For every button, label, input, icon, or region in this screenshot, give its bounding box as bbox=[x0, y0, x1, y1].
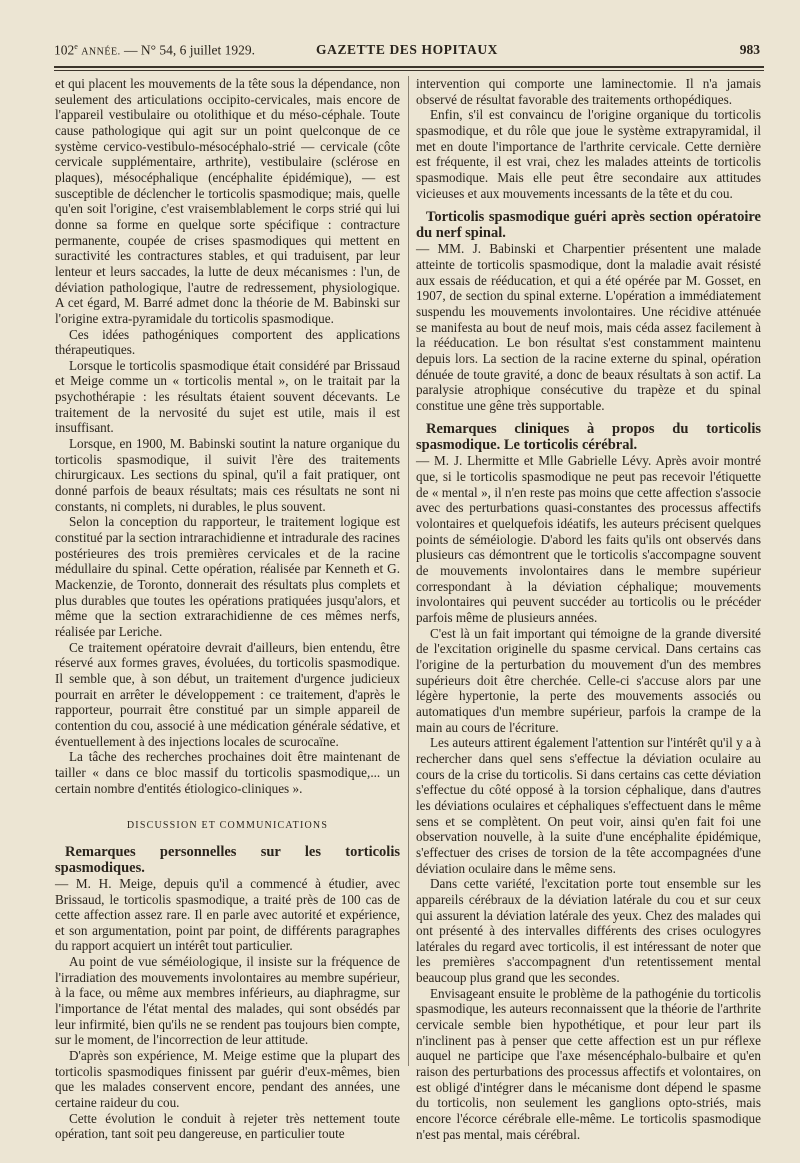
issue-sup: e bbox=[74, 42, 78, 51]
page-number: 983 bbox=[739, 42, 760, 57]
paragraph: Ces idées pathogéniques comportent des applications thérapeutiques. bbox=[55, 326, 400, 358]
right-column bbox=[416, 76, 761, 1142]
paragraph: Ce traitement opératoire devrait d'ailleurs, bien entendu, être réservé aux formes graves, évoluées, du torticolis spasmodique. Il semble que, à son début, un traitement d'urgence judicieux pourrait en arrêter le développement : ce traitement, d'après le rapporteur, pourrait être constitué par un simple appareil de contention du cou, associé à une médication générale sédative, et éventuellement à des injections locales de scurocaïne. bbox=[55, 639, 400, 749]
column-divider bbox=[408, 76, 409, 1066]
paragraph: intervention qui comporte une laminectomie. Il n'a jamais observé de résultat favorable des traitements orthopédiques. bbox=[416, 76, 761, 107]
paragraph: Enfin, s'il est convaincu de l'origine organique du torticolis spasmodique, et du rôle que joue le système extrapyramidal, il met en doute l'importance de l'arthrite cervicale. Cette dernière est fréquente, il est vrai, chez les malades atteints de torticolis spasmodique. Mais elle peut être secondaire aux attitudes vicieuses et aux mouvements incessants de la tête et du cou. bbox=[416, 107, 761, 201]
header-rule-thin bbox=[54, 70, 764, 71]
issue-date: — N° 54, 6 juillet 1929. bbox=[123, 42, 255, 58]
article-heading: Remarques personnelles sur les torticolis spasmodiques. bbox=[55, 843, 400, 876]
paragraph: Cette évolution le conduit à rejeter très nettement toute opération, tant soit peu dangereuse, en particulier toute bbox=[55, 1110, 400, 1142]
paragraph: Lorsque le torticolis spasmodique était considéré par Brissaud et Meige comme un « torticolis mental », on le traitait par la psychothérapie : les résultats étaient souvent décevants. Le traitement de la nervosité du sujet est utile, mais il est insuffisant. bbox=[55, 357, 400, 436]
issue-number: 102 bbox=[54, 42, 75, 58]
paragraph: C'est là un fait important qui témoigne de la grande diversité de l'excitation originelle du spasme cervical. Dans certains cas l'origine de la perturbation du mouvement d'un des membres supérieurs doit être cherchée. Celle-ci s'accuse alors par une légère hypertonie, la perte des mouvements associés ou automatiques d'un membre supérieur, parfois la crampe de la main au cours de l'écriture. bbox=[416, 625, 761, 735]
paragraph: Selon la conception du rapporteur, le traitement logique est constitué par la section intrarachidienne et intradurale des racines postérieures des trois premières cervicales et de la racine médullaire du spinal. Cette opération, réalisée par Kenneth et G. Mackenzie, de Toronto, donnerait des résultats plus complets et plus durables que toutes les opérations pratiquées jusqu'alors, et même que la section extrarachidienne de ces mêmes nerfs, réalisée par Leriche. bbox=[55, 514, 400, 639]
article-heading: Remarques cliniques à propos du torticolis spasmodique. Le torticolis cérébral. bbox=[416, 421, 761, 454]
paragraph: Lorsque, en 1900, M. Babinski soutint la nature organique du torticolis spasmodique, il suivit l'ère des traitements chirurgicaux. Les sections du spinal, qu'il a fait pratiquer, ont donné parfois de beaux résultats; mais ces résultats ne sont ni constants, ni complets, ni durables, le plus souvent. bbox=[55, 436, 400, 514]
issue-info bbox=[54, 42, 255, 59]
paragraph: Envisageant ensuite le problème de la pathogénie du torticolis spasmodique, les auteurs reconnaissent que la théorie de l'arthrite cervicale semble bien hypothétique, et pour leur part ils n'inclinent pas à penser que cette affection est un pur réflexe auquel ne participe que l'axe mésencéphalo-bulbaire et qu'en raison des perturbations des processus affectifs et volontaires, on est obligé d'intégrer dans le mécanisme dont dépend le spasme du torticolis, non seulement les ganglions opto-striés, mais encore l'écorce cérébrale elle-même. Le torticolis spasmodique n'est pas mental, mais cérébral. bbox=[416, 985, 761, 1142]
journal-title: GAZETTE DES HOPITAUX bbox=[316, 42, 499, 57]
issue-word: ANNÉE. bbox=[81, 46, 121, 58]
paragraph: La tâche des recherches prochaines doit être maintenant de tailler « dans ce bloc massif du torticolis spasmodique,... un certain nombre d'entités étiologico-cliniques ». bbox=[55, 749, 400, 796]
paragraph: — MM. J. Babinski et Charpentier présentent une malade atteinte de torticolis spasmodique, dont la maladie avait résisté aux essais de rééducation, et qui a été opérée par M. Gosset, en 1907, de section du spinal externe. L'opération a immédiatement suspendu les mouvements involontaires. Une récidive atténuée se manifesta au bout de neuf mois, mais céda assez facilement à la rééducation. Le bon résultat s'est constamment maintenu depuis lors. La section de la racine externe du spinal, opération dénuée de toute gravité, a donc de beaux résultats à son actif. La paralysie atrophique consécutive du trapèze et du spinal constitue une gêne très supportable. bbox=[416, 241, 761, 413]
paragraph: et qui placent les mouvements de la tête sous la dépendance, non seulement des articulations occipito-cervicales, mais encore de l'appareil vestibulaire ou otolithique et du méso-céphale. Toute cause pathologique qui agit sur un point quelconque de ce système cervico-vestibulo-mésocéphalo-strié — cervicale (côte cervicale supplémentaire, arthrite), vestibulaire (sclérose en plaques), mésocéphalique (encéphalite épidémique), — est susceptible de déclencher le torticolis spasmodique; mais, quelle qu'en soit l'origine, c'est vraisemblablement le corps strié qui lui donne sa forme en quelque sorte spécifique : contracture permanente, coupée de crises spasmodiques qui mettent en suractivité les contractures stables, et qui traduisent, par leur lenteur et leurs saccades, la lutte de deux mécanismes : l'un, de déviation pathologique, l'autre de redressement, physiologique. A cet égard, M. Barré admet donc la théorie de M. Babinski sur l'origine extra-pyramidale du torticolis spasmodique. bbox=[55, 76, 400, 326]
left-column bbox=[55, 76, 400, 1142]
paragraph: D'après son expérience, M. Meige estime que la plupart des torticolis spasmodiques finissent par guérir d'eux-mêmes, bien que les malades conservent encore, pendant des années, une certaine raideur du cou. bbox=[55, 1048, 400, 1111]
paragraph: Dans cette variété, l'excitation porte tout ensemble sur les appareils cérébraux de la déviation latérale du cou et sur ceux qui assurent la déviation latérale des yeux. Chez des malades qui ont présenté à des intervalles différents des crises oculogyres latérales du regard avec torticolis, il est intéressant de noter que les premières s'accompagnent d'un retentissement mental beaucoup plus grand que les secondes. bbox=[416, 876, 761, 986]
paragraph: — M. H. Meige, depuis qu'il a commencé à étudier, avec Brissaud, le torticolis spasmodique, a traité près de 100 cas de cette affection assez rare. Il en parle avec autorité et expérience, et son argumentation, point par point, de différents paragraphes du rapport acquiert un intérêt tout particulier. bbox=[55, 875, 400, 954]
article-heading: Torticolis spasmodique guéri après section opératoire du nerf spinal. bbox=[416, 209, 761, 242]
header-rule-thick bbox=[54, 66, 764, 68]
paragraph: Les auteurs attirent également l'attention sur l'intérêt qu'il y a à rechercher dans quel sens s'effectue la déviation oculaire au cours de la crise du torticolis. Si dans certains cas cette déviation s'effectue du côté opposé à la torsion céphalique, dans d'autres les déviations oculaires et céphaliques s'effectuent dans le même sens et se complètent. On peut voir, ainsi qu'en fait foi une observation nouvelle, à la suite d'une encéphalite épidémique, s'effectuer des crises de torsion de la tête accompagnées d'une déviation oculaire dans le même sens. bbox=[416, 735, 761, 876]
paragraph: Au point de vue séméiologique, il insiste sur la fréquence de l'irradiation des mouvements involontaires au membre supérieur, à la face, ou même aux membres inférieurs, au diaphragme, sur l'importance de l'état mental des malades, qui sont obsédés par leur infirmité, bien qu'ils ne se rendent pas toujours bien compte, sur le moment, de l'incorrection de leur attitude. bbox=[55, 954, 400, 1048]
page-header bbox=[54, 42, 760, 64]
paragraph: — M. J. Lhermitte et Mlle Gabrielle Lévy. Après avoir montré que, si le torticolis spasmodique ne peut pas recevoir l'étiquette de « mental », il n'en reste pas moins que cette affection s'associe avec des perturbations quasi-constantes des processus affectifs volontaires et quelquefois idéatifs, les auteurs précisent quelques points de séméiologie. D'abord les faits qu'ils ont observés dans plusieurs cas démontrent que le torticolis s'accompagne souvent de mouvements involontaires dans le membre supérieur correspondant à la déviation céphalique; mouvements involontaires qui peuvent succéder au torticolis ou le précéder parfois même de plusieurs années. bbox=[416, 453, 761, 626]
section-heading: DISCUSSION ET COMMUNICATIONS bbox=[126, 820, 329, 832]
